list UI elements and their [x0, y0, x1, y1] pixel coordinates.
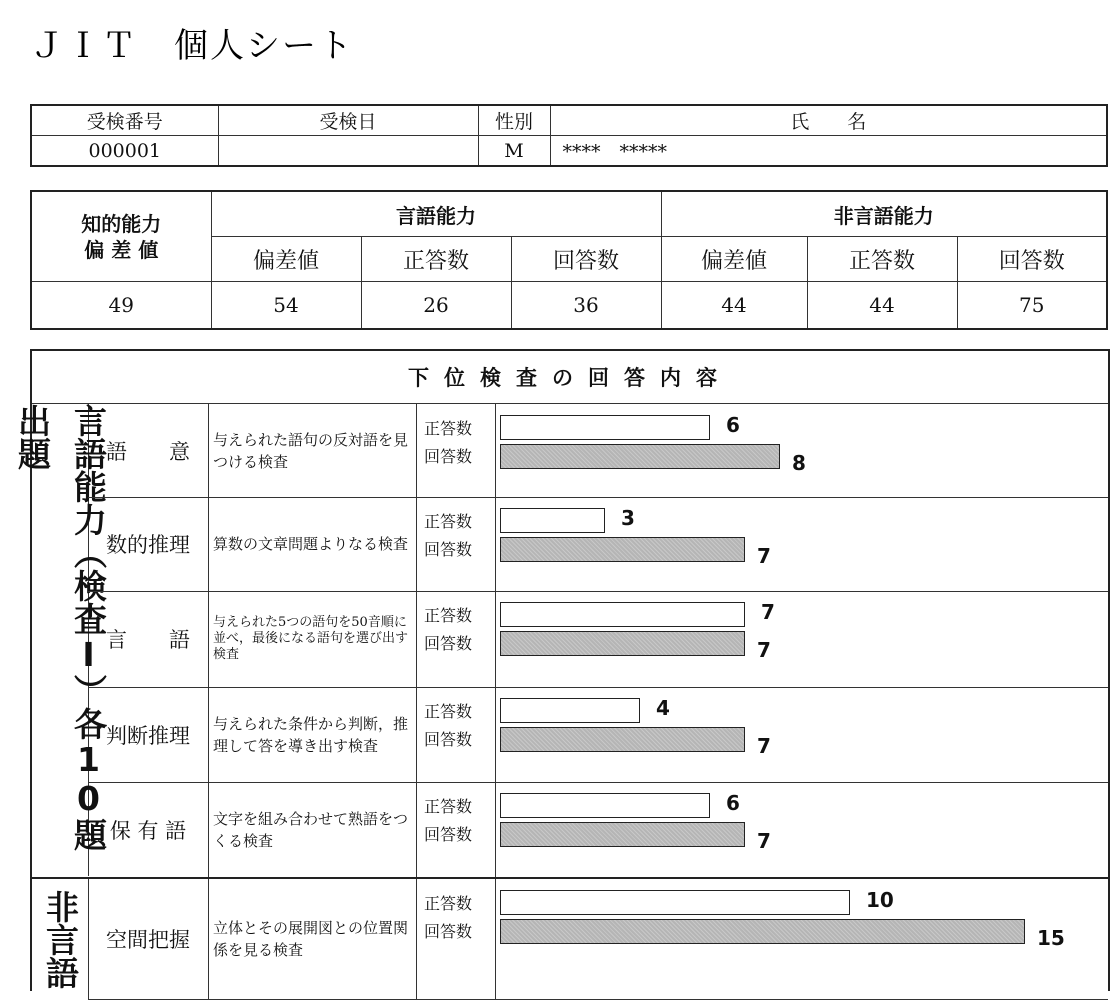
correct-count-bar [500, 698, 640, 723]
verbal-header: 言語能力 [211, 191, 661, 237]
subtest-description: 与えられた条件から判断，推理して答を導き出す検査 [209, 687, 417, 782]
subtest-description: 算数の文章問題よりなる検査 [209, 497, 417, 591]
subtest-kind-labels [418, 879, 496, 999]
answered-count-bar [500, 444, 780, 469]
correct-count-label: 正答数 [424, 606, 473, 625]
correct-count-label: 正答数 [424, 512, 473, 531]
nonverbal-correct-value: 44 [807, 282, 957, 330]
answered-count-label: 回答数 [424, 730, 473, 749]
answered-count-bar [500, 537, 745, 562]
subtest-row [88, 497, 1108, 592]
subtest-row [88, 591, 1108, 688]
subtest-row [88, 782, 1108, 878]
answered-count-label: 回答数 [424, 540, 473, 559]
nonverbal-answered-value: 75 [957, 282, 1107, 330]
intellect-header [31, 191, 211, 282]
subtest-description: 文字を組み合わせて熟語をつくる検査 [209, 782, 417, 877]
subtest-bars [496, 687, 1106, 782]
answered-count-value: 7 [757, 544, 771, 568]
nonverbal-correct-header: 正答数 [807, 237, 957, 282]
subtest-name: 数的推理 [88, 497, 209, 591]
answered-count-value: 7 [757, 734, 771, 758]
subtest-kind-labels [418, 687, 496, 782]
answered-count-bar [500, 919, 1025, 944]
subtest-name: 言 語 [88, 591, 209, 687]
correct-count-label: 正答数 [424, 702, 473, 721]
correct-count-value: 4 [656, 696, 670, 720]
subtest-row [88, 404, 1108, 498]
nonverbal-group-label: 非言語 [32, 877, 89, 999]
nonverbal-deviation-header: 偏差値 [661, 237, 807, 282]
subtest-description: 立体とその展開図との位置関係を見る検査 [209, 879, 417, 999]
subtest-bars [496, 591, 1106, 687]
date-value [218, 136, 478, 167]
correct-count-label: 正答数 [424, 797, 473, 816]
verbal-correct-value: 26 [361, 282, 511, 330]
correct-count-value: 3 [621, 506, 635, 530]
nonverbal-deviation-value: 44 [661, 282, 807, 330]
subtest-row [88, 687, 1108, 783]
verbal-correct-header: 正答数 [361, 237, 511, 282]
answered-count-value: 15 [1037, 926, 1065, 950]
answered-count-bar [500, 727, 745, 752]
answered-count-label: 回答数 [424, 634, 473, 653]
subtest-section [13, 349, 1110, 991]
gender-value: M [478, 136, 550, 167]
name-header: 氏 名 [550, 105, 1107, 136]
subtest-name: 判断推理 [88, 687, 209, 782]
answered-count-label: 回答数 [424, 447, 473, 466]
subtest-kind-labels [418, 591, 496, 687]
correct-count-bar [500, 415, 710, 440]
candidate-info-table [30, 104, 1108, 167]
correct-count-value: 10 [866, 888, 894, 912]
answered-count-label: 回答数 [424, 922, 473, 941]
answered-count-label: 回答数 [424, 825, 473, 844]
answered-count-value: 7 [757, 829, 771, 853]
subtest-row [88, 877, 1108, 1000]
answered-count-value: 8 [792, 451, 806, 475]
subtest-bars [496, 879, 1106, 999]
nonverbal-header: 非言語能力 [661, 191, 1107, 237]
correct-count-value: 6 [726, 791, 740, 815]
subtest-kind-labels [418, 782, 496, 877]
verbal-deviation-value: 54 [211, 282, 361, 330]
gender-header: 性別 [478, 105, 550, 136]
correct-count-bar [500, 793, 710, 818]
subtest-bars [496, 782, 1106, 877]
correct-count-bar [500, 890, 850, 915]
page-title: ＪＩＴ 個人シート [30, 26, 354, 66]
subtest-name: 空間把握 [88, 879, 209, 999]
correct-count-bar [500, 508, 605, 533]
intellect-sublabel: 偏 差 値 [84, 237, 159, 262]
id-header: 受検番号 [31, 105, 218, 136]
verbal-answered-header: 回答数 [511, 237, 661, 282]
intellect-deviation-value: 49 [31, 282, 211, 330]
intellect-label: 知的能力 [81, 211, 162, 236]
subtest-name: 語 意 [88, 404, 209, 497]
answered-count-value: 7 [757, 638, 771, 662]
answered-count-bar [500, 822, 745, 847]
verbal-deviation-header: 偏差値 [211, 237, 361, 282]
name-value: **** ***** [550, 136, 1107, 167]
correct-count-value: 6 [726, 413, 740, 437]
subtest-description: 与えられた5つの語句を50音順に並べ，最後になる語句を選び出す検査 [209, 591, 417, 687]
subtest-bars [496, 404, 1106, 497]
answered-count-bar [500, 631, 745, 656]
correct-count-label: 正答数 [424, 419, 473, 438]
nonverbal-answered-header: 回答数 [957, 237, 1107, 282]
correct-count-value: 7 [761, 600, 775, 624]
subtest-name: 保 有 語 [88, 782, 209, 877]
score-summary-table [30, 190, 1108, 330]
date-header: 受検日 [218, 105, 478, 136]
subtest-bars [496, 497, 1106, 591]
correct-count-bar [500, 602, 745, 627]
verbal-answered-value: 36 [511, 282, 661, 330]
subtest-title: 下位検査の回答内容 [32, 351, 1108, 404]
subtest-description: 与えられた語句の反対語を見つける検査 [209, 404, 417, 497]
id-value: 000001 [31, 136, 218, 167]
verbal-group-label: 言語能力（検査Ⅰ）各10題出題 [32, 404, 89, 876]
correct-count-label: 正答数 [424, 894, 473, 913]
subtest-kind-labels [418, 404, 496, 497]
subtest-kind-labels [418, 497, 496, 591]
